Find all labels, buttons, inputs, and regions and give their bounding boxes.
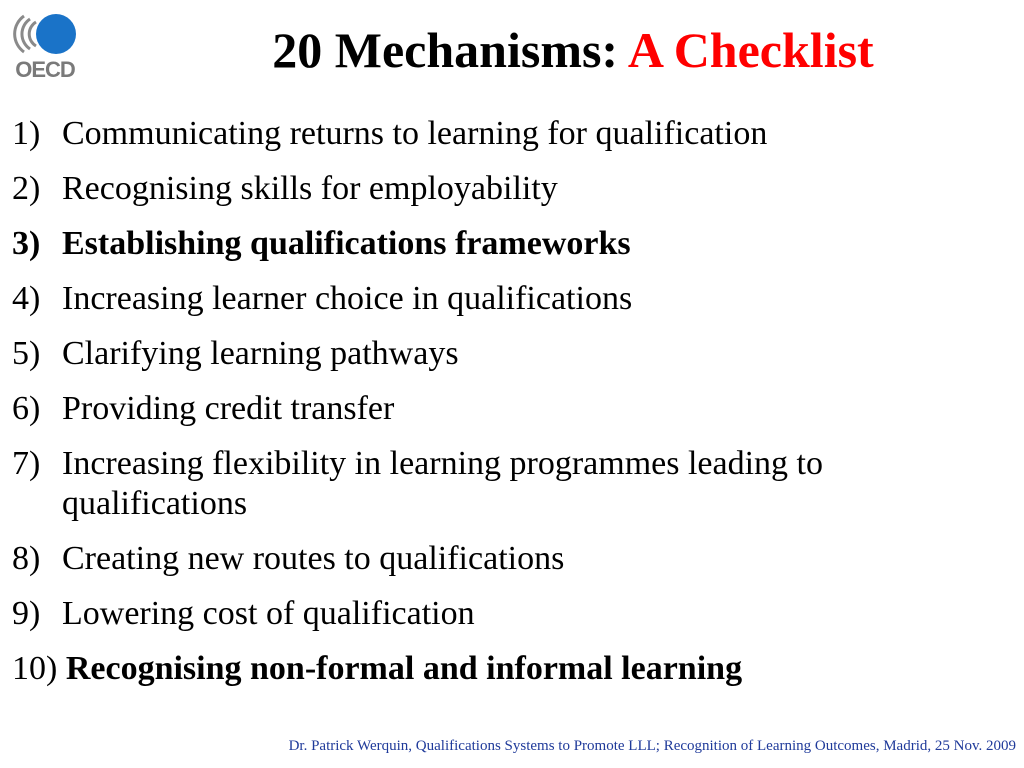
list-item-text: Lowering cost of qualification xyxy=(62,595,475,632)
list-item-number: 4) xyxy=(12,280,41,317)
list-item-number: 3) xyxy=(12,225,41,262)
slide-title xyxy=(0,18,1024,82)
list-item-number: 1) xyxy=(12,115,41,152)
list-item-1 xyxy=(12,114,1012,154)
list-item-text: Increasing learner choice in qualifications xyxy=(62,280,633,317)
list-item-number: 2) xyxy=(12,170,41,207)
list-item-number: 8) xyxy=(12,540,41,577)
list-item-5 xyxy=(12,334,1012,374)
list-item-number: 5) xyxy=(12,335,41,372)
list-item-number: 9) xyxy=(12,595,41,632)
slide-footer: Dr. Patrick Werquin, Qualifications Systems to Promote LLL; Recognition of Learning Outcomes, Madrid, 25 Nov. 2009 xyxy=(288,738,1016,754)
list-item-2 xyxy=(12,169,1012,209)
list-item-text: Communicating returns to learning for qualification xyxy=(62,115,768,152)
list-item-text: Creating new routes to qualifications xyxy=(62,540,565,577)
list-item-6 xyxy=(12,389,1012,429)
list-item-7 xyxy=(12,444,1012,524)
list-item-8 xyxy=(12,539,1012,579)
list-item-text: Recognising non-formal and informal learning xyxy=(65,650,743,687)
list-item-text: Providing credit transfer xyxy=(62,390,395,427)
list-item-text: Recognising skills for employability xyxy=(62,170,558,207)
list-item-number: 6) xyxy=(12,390,41,427)
list-item-text: Clarifying learning pathways xyxy=(62,335,459,372)
slide-title-main: 20 Mechanisms: xyxy=(272,22,619,78)
list-item-number: 7) xyxy=(12,445,41,482)
mechanism-checklist xyxy=(12,114,1012,704)
oecd-logo-text: OECD xyxy=(15,57,75,82)
list-item-10 xyxy=(12,649,1012,689)
list-item-3 xyxy=(12,224,1012,264)
list-item-9 xyxy=(12,594,1012,634)
list-item-text: Increasing flexibility in learning programmes leading to qualifications xyxy=(62,445,823,522)
list-item-text: Establishing qualifications frameworks xyxy=(62,225,631,262)
list-item-number: 10) xyxy=(12,650,58,687)
list-item-4 xyxy=(12,279,1012,319)
slide-title-accent: A Checklist xyxy=(627,22,874,78)
